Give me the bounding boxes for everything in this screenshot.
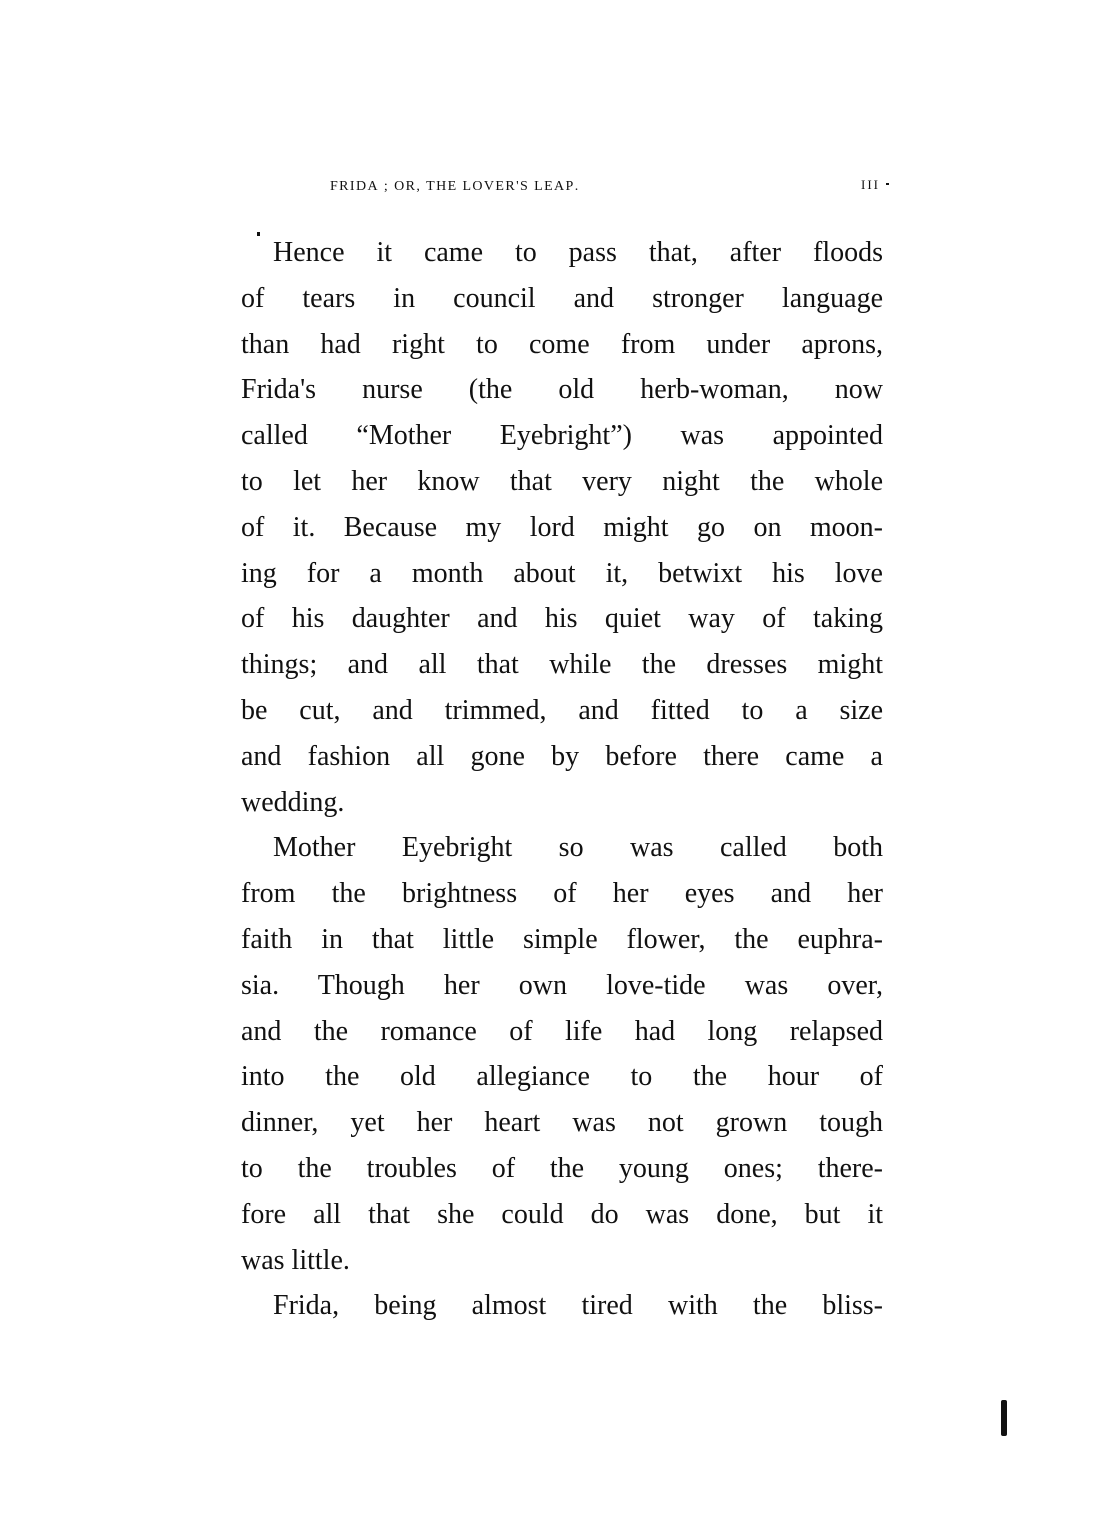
text-line: than had right to come from under aprons,	[241, 328, 883, 360]
page-number: III	[861, 173, 880, 194]
text-line: ing for a month about it, betwixt his love	[241, 557, 883, 589]
text-line: from the brightness of her eyes and her	[241, 878, 883, 910]
text-line: sia. Though her own love-tide was over,	[241, 969, 883, 1001]
body-text	[241, 230, 883, 1329]
text-line: and fashion all gone by before there came a	[241, 740, 883, 772]
text-line: called “Mother Eyebright”) was appointed	[241, 420, 883, 452]
running-head	[330, 173, 880, 205]
scan-speck	[1001, 1400, 1007, 1436]
text-line: of his daughter and his quiet way of taking	[241, 603, 883, 635]
text-line: of tears in council and stronger language	[241, 282, 883, 314]
text-line: things; and all that while the dresses might	[241, 649, 883, 681]
text-line: Mother Eyebright so was called both	[273, 832, 883, 864]
running-head-title: frida ; or, the lover's leap.	[330, 173, 580, 195]
scan-speck	[257, 232, 260, 236]
text-line: dinner, yet her heart was not grown tough	[241, 1107, 883, 1139]
text-line: and the romance of life had long relapsed	[241, 1015, 883, 1047]
text-line: to let her know that very night the whole	[241, 465, 883, 497]
text-line: was little.	[241, 1244, 350, 1276]
text-line: Frida, being almost tired with the bliss-	[273, 1290, 883, 1322]
text-line: to the troubles of the young ones; there-	[241, 1152, 883, 1184]
text-line: fore all that she could do was done, but it	[241, 1198, 883, 1230]
text-line: into the old allegiance to the hour of	[241, 1061, 883, 1093]
text-line: Frida's nurse (the old herb-woman, now	[241, 374, 883, 406]
text-line: be cut, and trimmed, and fitted to a size	[241, 694, 883, 726]
scan-speck	[886, 183, 889, 185]
text-line: Hence it came to pass that, after floods	[273, 237, 883, 268]
text-line: wedding.	[241, 786, 345, 818]
text-line: of it. Because my lord might go on moon-	[241, 511, 883, 543]
text-line: faith in that little simple flower, the euphra-	[241, 923, 883, 955]
